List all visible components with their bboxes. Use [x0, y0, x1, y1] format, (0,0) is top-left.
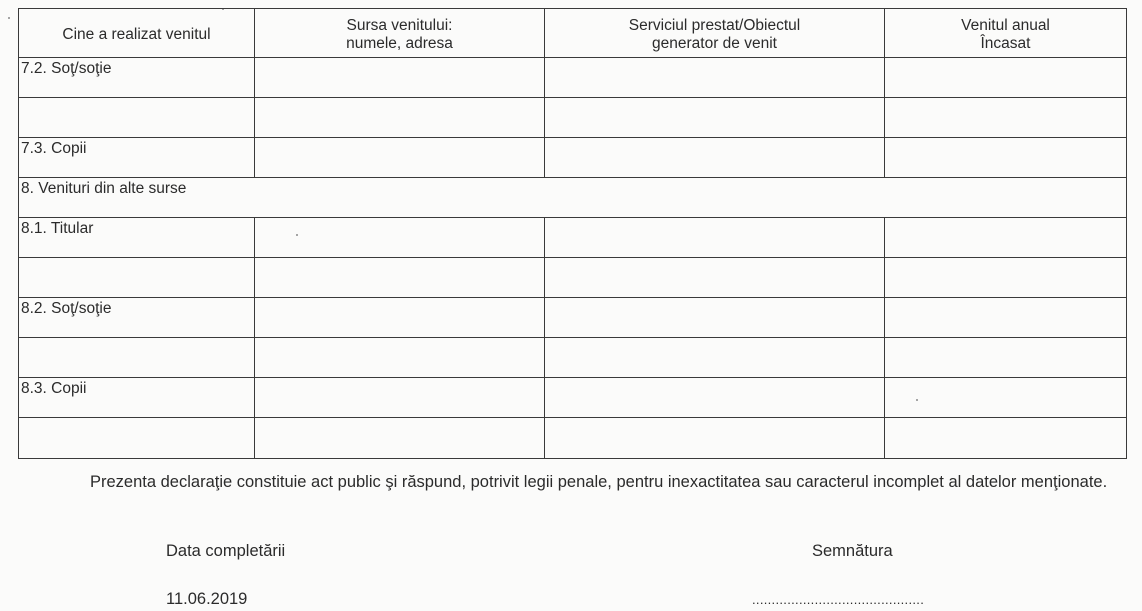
legal-statement: Prezenta declaraţie constituie act public şi răspund, potrivit legii penale, pentru inexactitatea sau caracterul incomplet al datelor menţionate. [90, 473, 1108, 491]
service-cell [545, 58, 885, 98]
completion-date-label: Data completării [166, 542, 286, 560]
source-cell [255, 258, 545, 298]
header-annual-income: Venitul anual Încasat [885, 9, 1127, 58]
table-row-blank [19, 338, 1127, 378]
table-row-children-7-3 [19, 138, 1127, 178]
table-row-blank [19, 98, 1127, 138]
income-cell [885, 338, 1127, 378]
row-label [19, 418, 255, 459]
source-cell [255, 418, 545, 459]
source-cell [255, 98, 545, 138]
table-section-row-other-sources [19, 178, 1127, 218]
income-cell [885, 98, 1127, 138]
source-cell [255, 298, 545, 338]
signature-label: Semnătura [812, 542, 893, 560]
source-cell [255, 138, 545, 178]
row-label: 8.1. Titular [19, 218, 255, 258]
source-cell [255, 218, 545, 258]
table-row-holder-8-1 [19, 218, 1127, 258]
header-service-provided: Serviciul prestat/Obiectul generator de venit [545, 9, 885, 58]
income-cell [885, 58, 1127, 98]
header-who-earned: Cine a realizat venitul [19, 9, 255, 58]
income-cell [885, 138, 1127, 178]
section-label: 8. Venituri din alte surse [19, 178, 1127, 218]
header-income-source: Sursa venitului: numele, adresa [255, 9, 545, 58]
service-cell [545, 138, 885, 178]
income-cell [885, 418, 1127, 459]
service-cell [545, 98, 885, 138]
row-label: 8.3. Copii [19, 378, 255, 418]
income-cell [885, 378, 1127, 418]
table-row-blank [19, 258, 1127, 298]
income-cell [885, 258, 1127, 298]
income-table [18, 8, 1127, 459]
row-label [19, 98, 255, 138]
service-cell [545, 258, 885, 298]
row-label [19, 258, 255, 298]
completion-date-value: 11.06.2019 [166, 590, 248, 608]
scan-speck [8, 17, 10, 19]
table-row-spouse-8-2 [19, 298, 1127, 338]
source-cell [255, 378, 545, 418]
row-label: 8.2. Soţ/soţie [19, 298, 255, 338]
income-cell [885, 218, 1127, 258]
service-cell [545, 298, 885, 338]
source-cell [255, 58, 545, 98]
table-header-row [19, 9, 1127, 58]
signature-line: ............................................ [752, 592, 925, 607]
service-cell [545, 418, 885, 459]
row-label: 7.2. Soţ/soţie [19, 58, 255, 98]
income-cell [885, 298, 1127, 338]
service-cell [545, 338, 885, 378]
table-row-blank [19, 418, 1127, 459]
table-row-children-8-3 [19, 378, 1127, 418]
row-label [19, 338, 255, 378]
source-cell [255, 338, 545, 378]
service-cell [545, 218, 885, 258]
service-cell [545, 378, 885, 418]
row-label: 7.3. Copii [19, 138, 255, 178]
table-row-spouse-7-2 [19, 58, 1127, 98]
